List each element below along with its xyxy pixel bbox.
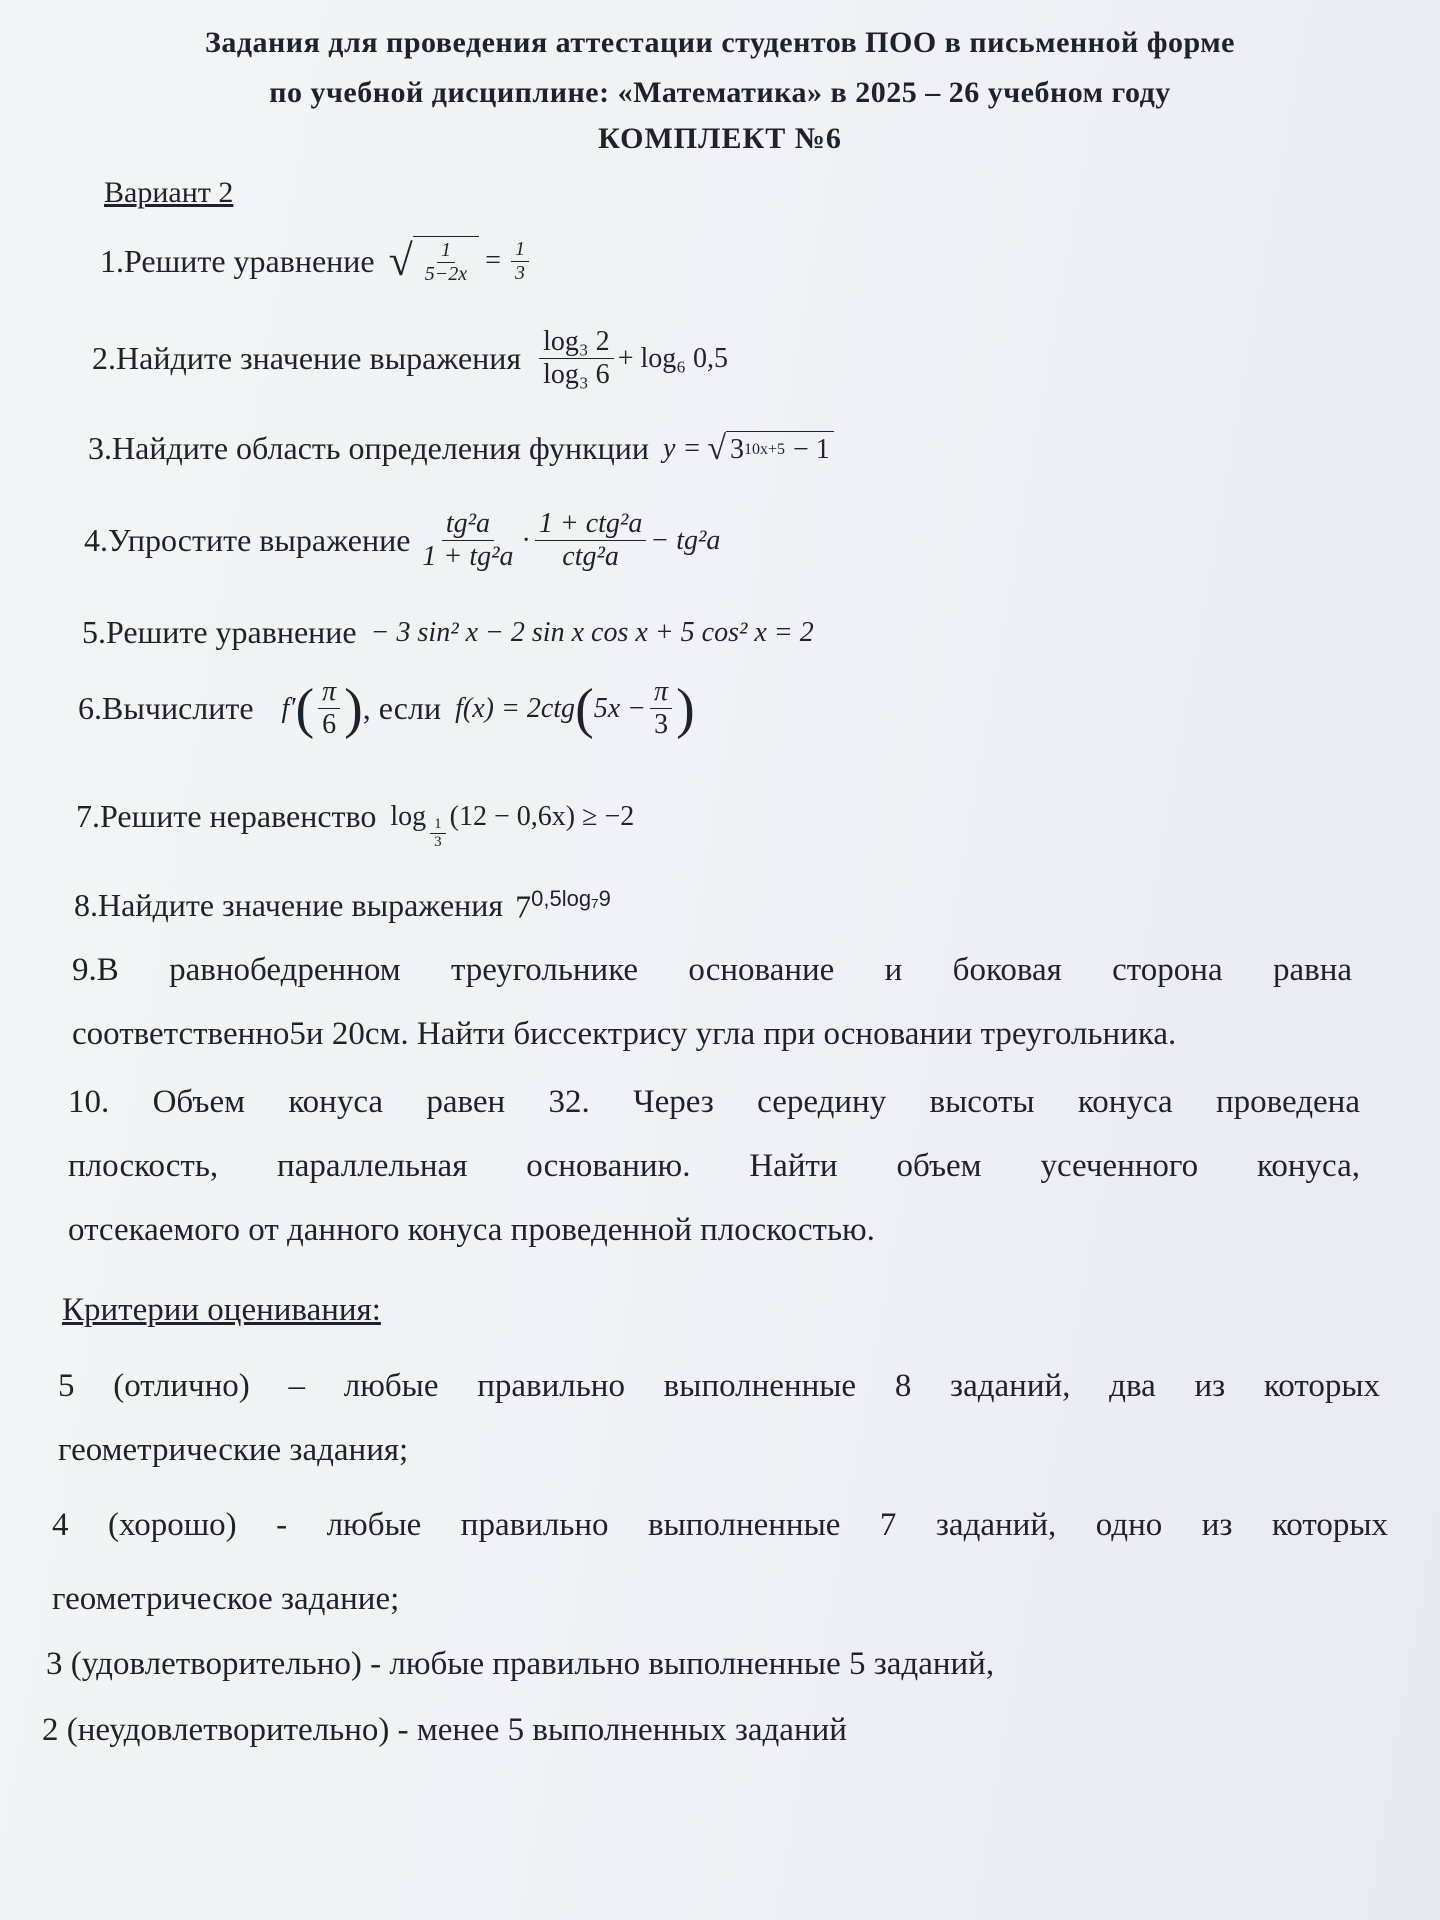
task-10-line-2: плоскость, параллельная основанию. Найти объем усеченного конуса,	[68, 1148, 1360, 1184]
task-6	[78, 676, 695, 741]
task-5-text: 5.Решите уравнение	[82, 614, 357, 650]
task-4	[84, 508, 720, 573]
set-title: КОМПЛЕКТ №6	[598, 122, 842, 155]
task-4-text: 4.Упростите выражение	[84, 522, 411, 559]
task-8-formula: $7^{0,5log_79}$	[515, 886, 611, 925]
criteria-4-line-2: геометрическое задание;	[52, 1581, 400, 1617]
task-7-formula: log $\frac{1}{3}$ (12 − 0,6x) ≥ −2	[390, 800, 635, 851]
header-line-2: по учебной дисциплине: «Математика» в 2025 – 26 учебном году	[269, 76, 1171, 109]
task-4-fraction-1: $\frac{\text{tg²a}}{\text{1 + tg²a}}$	[422, 508, 514, 573]
task-1-text: 1.Решите уравнение	[100, 242, 375, 279]
task-2-formula: $\frac{\text{log₃ 2}}{\text{log₃ 6}}$ + log₆ 0,5	[535, 326, 728, 391]
task-6-arg: $\frac{\pi}{6}$	[318, 676, 340, 741]
task-8	[74, 886, 611, 926]
task-10-line-1: 10. Объем конуса равен 32. Через середину высоты конуса проведена	[68, 1084, 1360, 1120]
criteria-4-line-1: 4 (хорошо) - любые правильно выполненные 7 заданий, одно из которых	[52, 1507, 1388, 1543]
task-1-formula: √ $\frac{1}{5-2x}$ = $\frac{1}{3}$	[389, 236, 533, 286]
task-2-fraction: $\frac{\text{log₃ 2}}{\text{log₃ 6}}$	[539, 326, 614, 391]
criteria-5	[58, 1354, 1380, 1482]
task-6-text: 6.Вычислите	[78, 690, 254, 727]
variant-label: Вариант 2	[104, 176, 234, 209]
task-9	[72, 938, 1352, 1066]
header-line-1: Задания для проведения аттестации студентов ПОО в письменной форме	[205, 26, 1235, 59]
criteria-3: 3 (удовлетворительно) - любые правильно выполненные 5 заданий,	[46, 1646, 995, 1682]
task-10	[68, 1070, 1360, 1262]
task-9-line-1: 9.В равнобедренном треугольнике основание и боковая сторона равна	[72, 952, 1352, 988]
task-9-line-2: соответственно5и 20см. Найти биссектрису угла при основании треугольника.	[72, 1016, 1177, 1052]
criteria-5-line-2: геометрические задания;	[58, 1432, 409, 1468]
criteria-5-line-1: 5 (отлично) – любые правильно выполненные 8 заданий, два из которых	[58, 1368, 1380, 1404]
task-4-formula: $\frac{\text{tg²a}}{\text{1 + tg²a}}$ · $\frac{\text{1 + ctg²a}}{\text{ctg²a}}$ − tg²a	[414, 508, 720, 573]
task-6-inner-fraction: $\frac{\pi}{3}$	[650, 676, 672, 741]
task-8-text: 8.Найдите значение выражения	[74, 887, 504, 924]
task-7	[76, 782, 634, 852]
task-1-fraction: $\frac{1}{5-2x}$	[424, 239, 468, 285]
task-5	[82, 614, 814, 651]
task-1	[100, 236, 533, 286]
task-2	[92, 326, 728, 391]
task-7-log-base: $\frac{1}{3}$	[430, 816, 446, 852]
task-10-line-3: отсекаемого от данного конуса проведенной плоскостью.	[68, 1212, 875, 1248]
task-3	[88, 430, 834, 467]
task-7-text: 7.Решите неравенство	[76, 798, 377, 835]
task-4-fraction-2: $\frac{\text{1 + ctg²a}}{\text{ctg²a}}$	[535, 508, 647, 573]
task-3-text: 3.Найдите область определения функции	[88, 430, 649, 466]
sqrt-sign: √ 3 10x+5 − 1	[707, 431, 834, 466]
task-5-formula: − 3 sin² x − 2 sin x cos x + 5 cos² x = 2	[370, 616, 814, 648]
criteria-4	[52, 1488, 1388, 1636]
task-2-text: 2.Найдите значение выражения	[92, 340, 522, 377]
criteria-title: Критерии оценивания:	[62, 1292, 381, 1328]
sqrt-sign: √ $\frac{1}{5-2x}$	[389, 236, 480, 286]
criteria-2: 2 (неудовлетворительно) - менее 5 выполненных заданий	[42, 1712, 847, 1748]
task-6-formula: f′ ( $\frac{\pi}{6}$ ) , если f(x) = 2ctg ( 5x − $\frac{\pi}{3}$ )	[281, 676, 695, 741]
task-3-formula: y = √ 3 10x+5 − 1	[663, 431, 834, 466]
task-1-rhs: $\frac{1}{3}$	[511, 238, 529, 285]
